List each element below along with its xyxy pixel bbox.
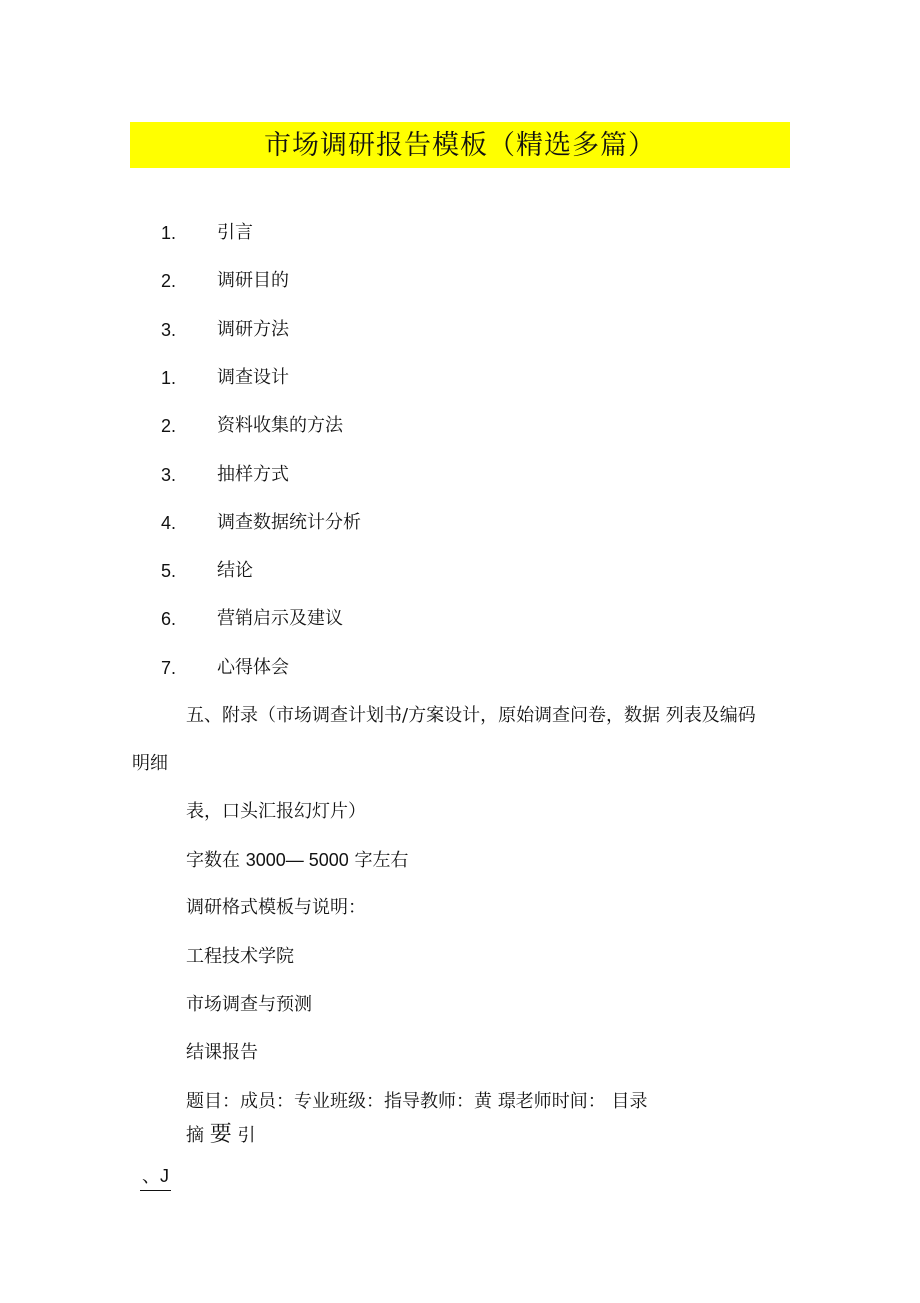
outline-item-label: 调研方法	[217, 318, 289, 340]
course-name: 市场调查与预测	[186, 994, 312, 1015]
outline-item-number: 5.	[161, 561, 177, 582]
report-type: 结课报告	[186, 1042, 258, 1063]
outline-item-label: 资料收集的方法	[217, 415, 343, 437]
appendix-line: 五、附录（市场调查计划书/方案设计，原始调查问卷，数据 列表及编码	[186, 705, 756, 726]
word-count-range: 3000— 5000	[245, 850, 349, 870]
word-count-prefix: 字数在	[186, 850, 246, 871]
document-title: 市场调研报告模板（精选多篇）	[264, 129, 656, 161]
outline-item-label: 调查数据统计分析	[217, 511, 361, 533]
outline-item-label: 营销启示及建议	[217, 608, 343, 630]
outline-item	[0, 316, 920, 344]
outline-item-number: 4.	[161, 512, 177, 533]
word-count-line	[186, 846, 409, 875]
outline-item-number: 6.	[161, 609, 177, 630]
outline-item-label: 调查设计	[217, 366, 289, 388]
abstract-char-b: 要	[209, 1122, 232, 1147]
outline-item	[0, 412, 920, 440]
outline-item-number: 2.	[161, 271, 177, 292]
outline-item-label: 抽样方式	[217, 463, 289, 485]
outline-item	[0, 605, 920, 633]
outline-item-label: 心得体会	[217, 656, 289, 678]
abstract-line	[186, 1121, 255, 1150]
format-intro: 调研格式模板与说明：	[186, 897, 366, 918]
outline-item-number: 3.	[161, 464, 177, 485]
title-highlight-bar	[130, 122, 790, 168]
appendix-wrap: 明细	[132, 753, 168, 774]
outline-item-number: 7.	[161, 657, 177, 678]
fields-line: 题目：成员：专业班级：指导教师：黄 璟老师时间： 目录	[186, 1091, 648, 1112]
outline-item	[0, 267, 920, 295]
word-count-suffix: 字左右	[348, 850, 409, 871]
outline-item	[0, 364, 920, 392]
outline-item	[0, 557, 920, 585]
outline-item	[0, 219, 920, 247]
outline-item	[0, 461, 920, 489]
outline-item	[0, 654, 920, 682]
school-name: 工程技术学院	[186, 946, 294, 967]
outline-item-label: 调研目的	[217, 270, 289, 292]
outline-item-number: 1.	[161, 367, 177, 388]
outline-item-number: 3.	[161, 319, 177, 340]
appendix-continuation: 表，口头汇报幻灯片）	[186, 801, 366, 822]
outline-item-label: 结论	[217, 560, 253, 582]
underlined-fragment: 、J	[140, 1162, 171, 1191]
outline-item-label: 引言	[217, 222, 253, 243]
outline-item-number: 1.	[161, 223, 177, 243]
abstract-char-c: 引	[231, 1125, 256, 1146]
outline-item-number: 2.	[161, 416, 177, 437]
outline-item	[0, 509, 920, 537]
abstract-char-a: 摘	[186, 1125, 210, 1146]
